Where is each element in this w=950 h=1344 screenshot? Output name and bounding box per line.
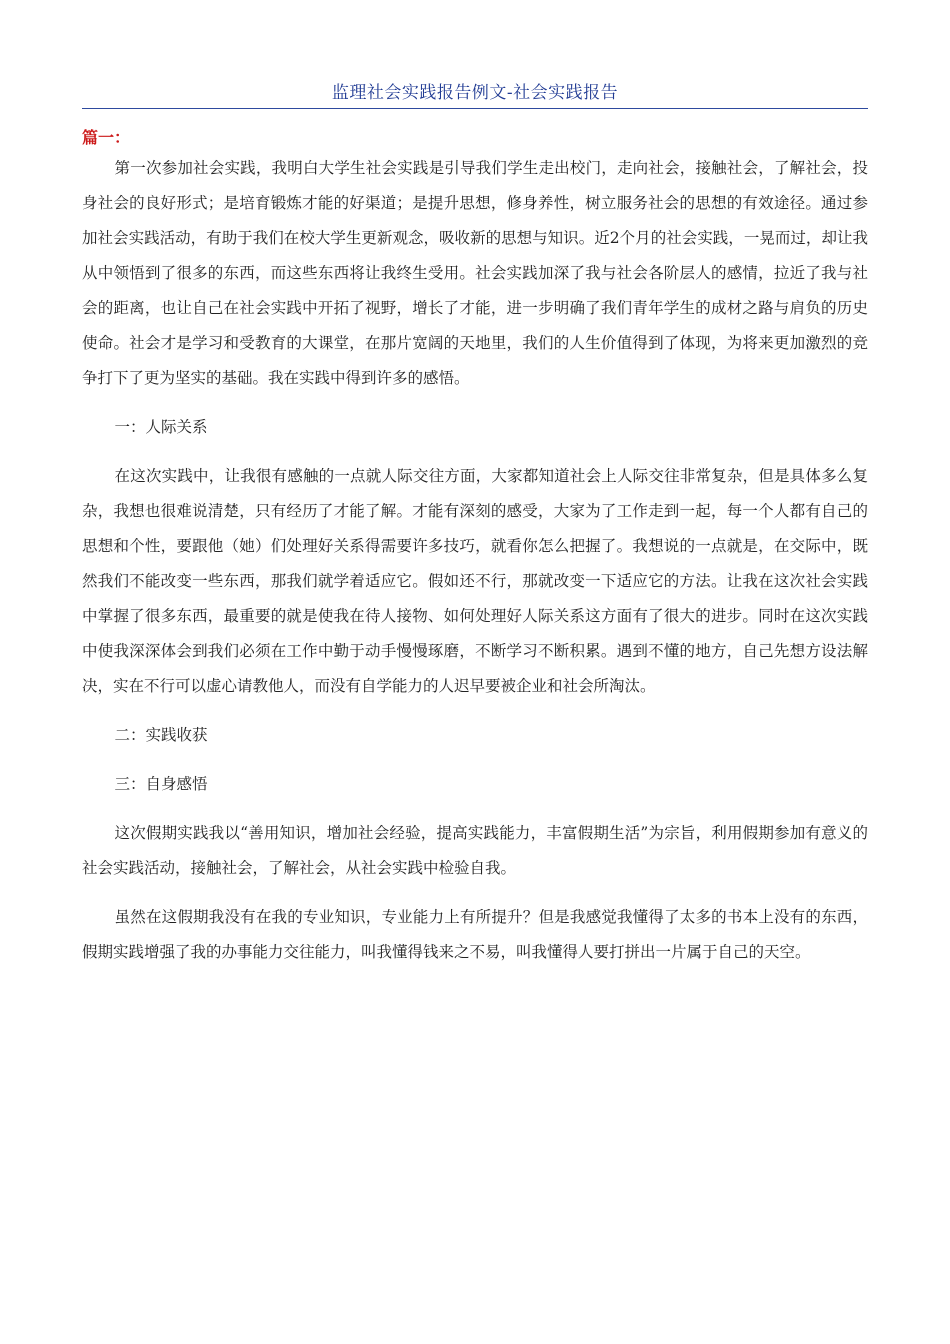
title-divider bbox=[82, 108, 868, 109]
heading-gains: 二：实践收获 bbox=[114, 726, 208, 744]
heading-reflection: 三：自身感悟 bbox=[114, 775, 208, 793]
document-title: 监理社会实践报告例文-社会实践报告 bbox=[331, 83, 619, 103]
paragraph-intro: 第一次参加社会实践，我明白大学生社会实践是引导我们学生走出校门，走向社会，接触社会，了解社会，投身社会的良好形式；是培育锻炼才能的好渠道；是提升思想，修身养性，树立服务社会的思想的有效途径。通过参加社会实践活动，有助于我们在校大学生更新观念，吸收新的思想与知识。近2个月的社会实践，一晃而过，却让我从中领悟到了很多的东西，而这些东西将让我终生受用。社会实践加深了我与社会各阶层人的感情，拉近了我与社会的距离，也让自己在社会实践中开拓了视野，增长了才能，进一步明确了我们青年学生的成材之路与肩负的历史使命。社会才是学习和受教育的大课堂，在那片宽阔的天地里，我们的人生价值得到了体现，为将来更加激烈的竞争打下了更为坚实的基础。我在实践中得到许多的感悟。 bbox=[82, 159, 868, 387]
section-label: 篇一： bbox=[82, 128, 131, 147]
paragraph-gains: 虽然在这假期我没有在我的专业知识，专业能力上有所提升？但是我感觉我懂得了太多的书本上没有的东西，假期实践增强了我的办事能力交往能力，叫我懂得钱来之不易，叫我懂得人要打拼出一片属于自己的天空。 bbox=[82, 908, 868, 961]
paragraph-relations: 在这次实践中，让我很有感触的一点就人际交往方面，大家都知道社会上人际交往非常复杂，但是具体多么复杂，我想也很难说清楚，只有经历了才能了解。才能有深刻的感受，大家为了工作走到一起，每一个人都有自己的思想和个性，要跟他（她）们处理好关系得需要许多技巧，就看你怎么把握了。我想说的一点就是，在交际中，既然我们不能改变一些东西，那我们就学着适应它。假如还不行，那就改变一下适应它的方法。让我在这次社会实践中掌握了很多东西，最重要的就是使我在待人接物、如何处理好人际关系这方面有了很大的进步。同时在这次实践中使我深深体会到我们必须在工作中勤于动手慢慢琢磨，不断学习不断积累。遇到不懂的地方，自己先想方设法解决，实在不行可以虚心请教他人，而没有自学能力的人迟早要被企业和社会所淘汰。 bbox=[82, 467, 868, 695]
heading-relations: 一：人际关系 bbox=[114, 418, 208, 436]
document-page bbox=[82, 78, 868, 970]
paragraph-purpose: 这次假期实践我以“善用知识，增加社会经验，提高实践能力，丰富假期生活”为宗旨，利用假期参加有意义的社会实践活动，接触社会，了解社会，从社会实践中检验自我。 bbox=[82, 824, 868, 877]
